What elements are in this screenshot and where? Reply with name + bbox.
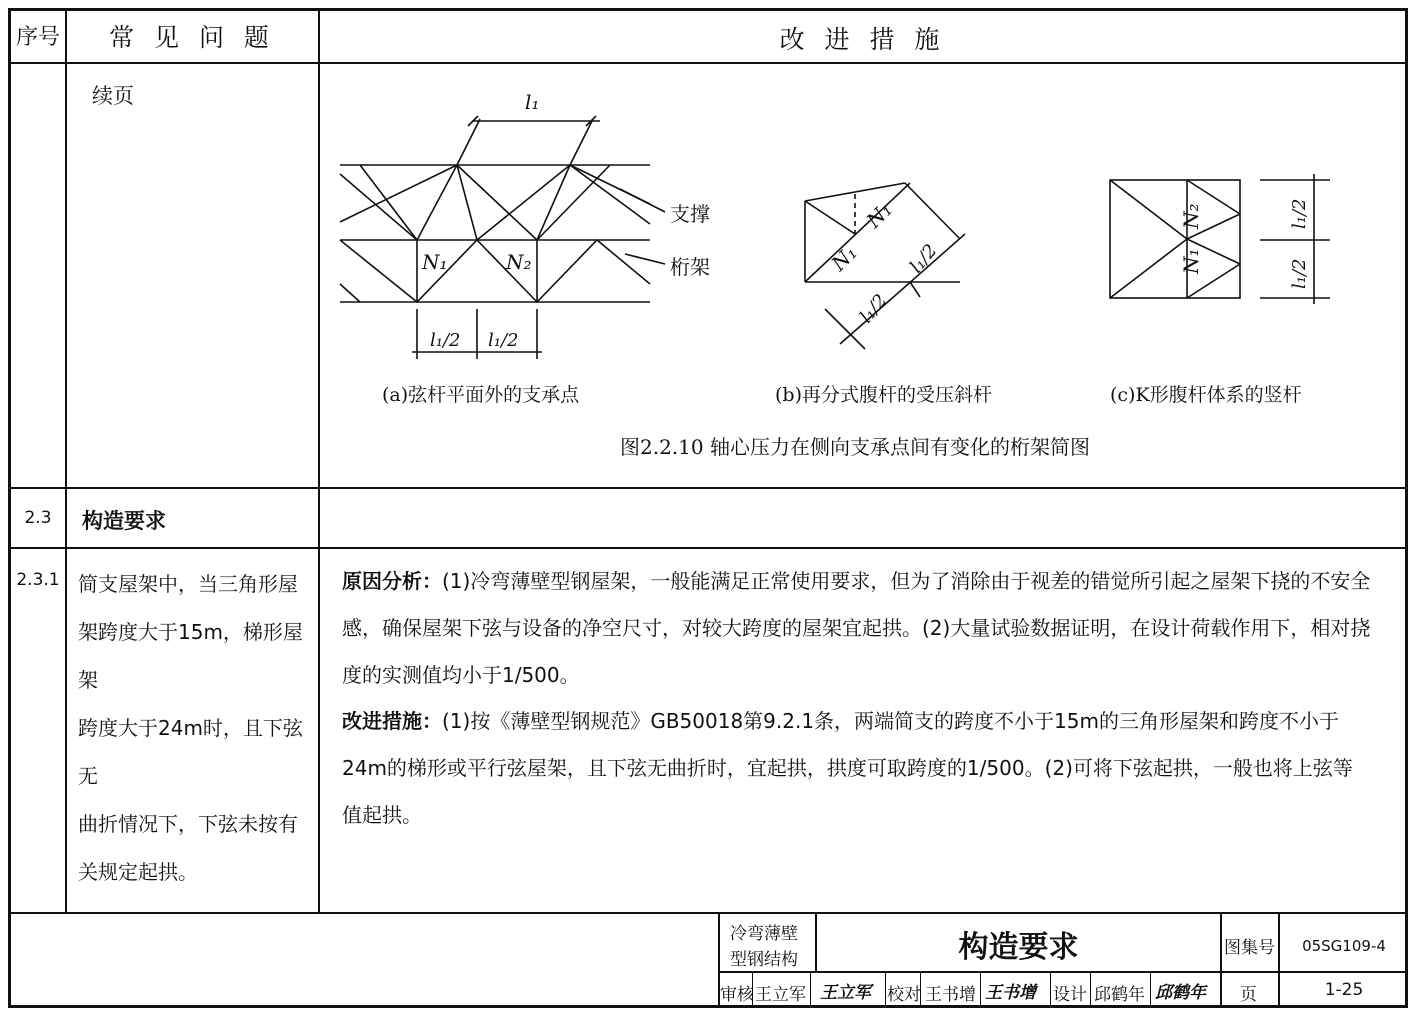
tb-category-2: 型钢结构 xyxy=(730,950,798,970)
item-no: 2.3.1 xyxy=(16,570,60,590)
label-half-b2: l₁/2 xyxy=(905,240,942,278)
problem-line: 曲折情况下，下弦未按有 xyxy=(78,812,298,836)
caption-c: (c)K形腹杆体系的竖杆 xyxy=(1110,384,1302,406)
label-truss: 桁架 xyxy=(670,255,710,279)
frame-bottom xyxy=(8,1005,1408,1008)
tb-page-no: 1-25 xyxy=(1324,980,1364,1000)
label-n1-b2: N₁ xyxy=(826,240,862,276)
measure-label: 改进措施： xyxy=(342,709,442,733)
problem-line: 简支屋架中，当三角形屋 xyxy=(78,572,298,596)
label-half-b1: l₁/2 xyxy=(855,290,892,328)
header-col-measure: 改 进 措 施 xyxy=(779,25,946,54)
problem-line: 架跨度大于15m，梯形屋架 xyxy=(78,620,303,692)
label-n2-c: N₂ xyxy=(1179,203,1203,229)
caption-a: (a)弦杆平面外的支承点 xyxy=(382,384,580,406)
main-caption: 图2.2.10 轴心压力在侧向支承点间有变化的桁架简图 xyxy=(620,435,1090,459)
tb-design-label: 设计 xyxy=(1053,985,1087,1005)
row-divider-3 xyxy=(8,912,1408,914)
continuation-label: 续页 xyxy=(92,84,134,108)
item-problem xyxy=(78,560,318,896)
cause-text: (1)冷弯薄壁型钢屋架，一般能满足正常使用要求，但为了消除由于视差的错觉所引起之屋架下挠的不安全感，确保屋架下弦与设备的净空尺寸，对较大跨度的屋架宜起拱。(2)大量试验数据证明，在设计荷载作用下，相对挠度的实测值均小于1/500。 xyxy=(342,569,1371,687)
label-l1: l₁ xyxy=(525,90,540,114)
label-support: 支撑 xyxy=(670,202,710,226)
label-half-a2: l₁/2 xyxy=(488,330,519,351)
frame-left xyxy=(8,8,11,1008)
tb-checker: 王书增 xyxy=(925,985,976,1005)
tb-v11 xyxy=(1150,972,1151,1007)
tb-v2 xyxy=(1220,912,1222,1007)
tb-v10 xyxy=(1090,972,1091,1007)
truss-figure xyxy=(320,64,1405,487)
measure-paragraph xyxy=(342,698,1372,839)
tb-mid-h xyxy=(718,971,1408,973)
cause-paragraph xyxy=(342,558,1372,699)
row-divider-1 xyxy=(8,487,1408,489)
label-n1-c: N₁ xyxy=(1179,248,1203,274)
label-n1-a: N₁ xyxy=(422,250,448,274)
tb-page-label: 页 xyxy=(1240,985,1257,1005)
tb-reviewer: 王立军 xyxy=(755,985,806,1005)
frame-right xyxy=(1405,8,1408,1008)
tb-v6 xyxy=(885,972,886,1007)
frame-top xyxy=(8,8,1408,11)
problem-line: 跨度大于24m时，且下弦无 xyxy=(78,716,303,788)
label-half-a1: l₁/2 xyxy=(430,330,461,351)
tb-atlas-no: 05SG109-4 xyxy=(1302,937,1386,955)
section-title: 构造要求 xyxy=(82,509,166,533)
tb-v9 xyxy=(1050,972,1051,1007)
section-no: 2.3 xyxy=(24,508,52,528)
label-n2-a: N₂ xyxy=(506,250,532,274)
tb-title: 构造要求 xyxy=(958,930,1079,965)
label-half-c1: l₁/2 xyxy=(1289,198,1310,229)
caption-b: (b)再分式腹杆的受压斜杆 xyxy=(775,384,992,406)
header-col-no: 序号 xyxy=(15,25,60,50)
tb-v8 xyxy=(980,972,981,1007)
row-divider-2 xyxy=(8,547,1408,549)
tb-designer-sig: 邱鹤年 xyxy=(1155,983,1206,1003)
tb-review-label: 审核 xyxy=(720,985,754,1005)
header-col-problem: 常 见 问 题 xyxy=(109,23,275,52)
tb-v5 xyxy=(810,972,811,1007)
tb-atlas-label: 图集号 xyxy=(1224,938,1275,958)
label-half-c2: l₁/2 xyxy=(1289,258,1310,289)
tb-designer: 邱鹤年 xyxy=(1094,985,1145,1005)
cause-label: 原因分析： xyxy=(342,569,442,593)
problem-line: 关规定起拱。 xyxy=(78,860,198,884)
tb-check-label: 校对 xyxy=(887,985,921,1005)
tb-reviewer-sig: 王立军 xyxy=(820,983,871,1003)
col-divider-1 xyxy=(65,8,67,913)
label-n1-b1: N₁ xyxy=(861,197,897,233)
tb-category-1: 冷弯薄壁 xyxy=(730,924,798,944)
measure-text: (1)按《薄壁型钢规范》GB50018第9.2.1条，两端简支的跨度不小于15m的三角形屋架和跨度不小于24m的梯形或平行弦屋架，且下弦无曲折时，宜起拱，拱度可取跨度的1/500。(2)可将下弦起拱，一般也将上弦等值起拱。 xyxy=(342,709,1353,827)
tb-checker-sig: 王书增 xyxy=(985,983,1036,1003)
